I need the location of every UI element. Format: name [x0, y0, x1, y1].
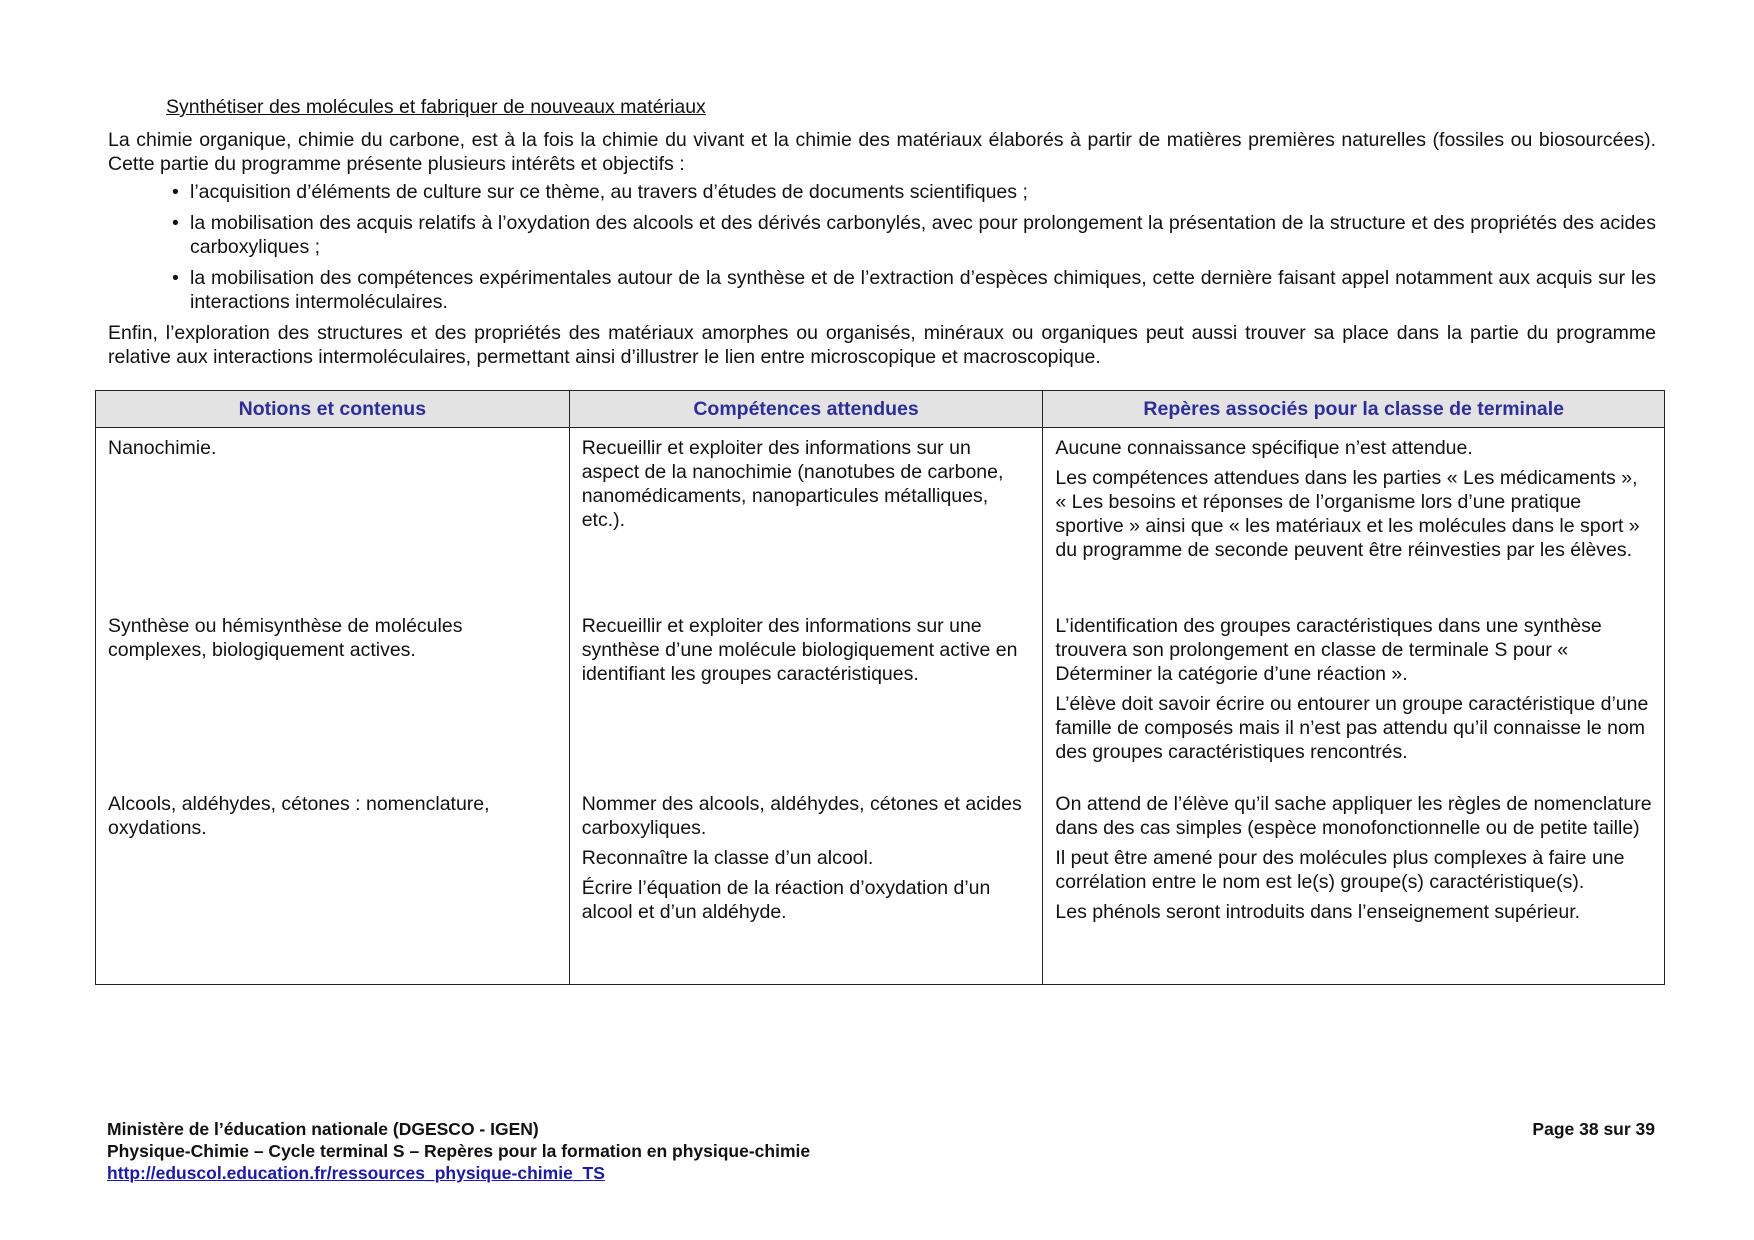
- cell-text: Recueillir et exploiter des informations sur un aspect de la nanochimie (nanotubes de carbone, nanomédicaments, nanoparticules métalliques, etc.).: [581, 437, 1004, 531]
- cell-text: On attend de l’élève qu’il sache appliquer les règles de nomenclature dans des cas simples (espèce monofonctionnelle ou de petite taille): [1055, 793, 1652, 839]
- competences-cell: [569, 786, 1043, 985]
- bullet-icon: •: [172, 181, 179, 203]
- program-table: [95, 390, 1665, 985]
- list-item-text: l’acquisition d’éléments de culture sur ce thème, au travers d’études de documents scientifiques ;: [190, 181, 1028, 203]
- list-item: [172, 211, 1656, 259]
- list-item: [172, 180, 1656, 204]
- cell-text: L’élève doit savoir écrire ou entourer un groupe caractéristique d’une famille de composés mais il n’est pas attendu qu’il connaisse le nom des groupes caractéristiques rencontrés.: [1055, 693, 1649, 763]
- cell-text: Alcools, aldéhydes, cétones : nomenclature, oxydations.: [108, 793, 490, 839]
- cell-text: Nommer des alcools, aldéhydes, cétones et acides carboxyliques.: [581, 793, 1022, 839]
- page-number: Page 38 sur 39: [1532, 1119, 1655, 1139]
- footer-link[interactable]: http://eduscol.education.fr/ressources_physique-chimie_TS: [107, 1163, 605, 1183]
- table-row: [96, 428, 1665, 609]
- document-body: [108, 95, 1656, 369]
- cell-text: Synthèse ou hémisynthèse de molécules complexes, biologiquement actives.: [108, 615, 463, 661]
- cell-text: Nanochimie.: [108, 437, 217, 459]
- section-title: Synthétiser des molécules et fabriquer de nouveaux matériaux: [166, 96, 706, 118]
- notions-cell: [96, 608, 570, 786]
- cell-text: Les phénols seront introduits dans l’enseignement supérieur.: [1055, 901, 1581, 923]
- notions-cell: [96, 786, 570, 985]
- reperes-cell: [1043, 786, 1665, 985]
- cell-text: Écrire l’équation de la réaction d’oxydation d’un alcool et d’un aldéhyde.: [581, 877, 991, 923]
- reperes-cell: [1043, 608, 1665, 786]
- column-header-competences: Compétences attendues: [569, 391, 1043, 428]
- bullet-icon: •: [172, 267, 179, 289]
- list-item-text: la mobilisation des acquis relatifs à l’oxydation des alcools et des dérivés carbonylés, avec pour prolongement la présentation de la structure et des propriétés des acides carboxyliques ;: [190, 212, 1656, 258]
- list-item: [172, 266, 1656, 314]
- table-row: [96, 608, 1665, 786]
- objectives-list: [172, 180, 1656, 314]
- intro-paragraph: La chimie organique, chimie du carbone, est à la fois la chimie du vivant et la chimie des matériaux élaborés à partir de matières premières naturelles (fossiles ou biosourcées). Cette partie du programme présente plusieurs intérêts et objectifs :: [108, 129, 1656, 175]
- page-footer: [107, 1118, 1655, 1184]
- footer-ministry: Ministère de l’éducation nationale (DGESCO - IGEN): [107, 1119, 539, 1139]
- closing-paragraph: Enfin, l’exploration des structures et des propriétés des matériaux amorphes ou organisés, minéraux ou organiques peut aussi trouver sa place dans la partie du programme relative aux interactions intermoléculaires, permettant ainsi d’illustrer le lien entre microscopique et macroscopique.: [108, 322, 1656, 368]
- competences-cell: [569, 428, 1043, 609]
- footer-document-title: Physique-Chimie – Cycle terminal S – Repères pour la formation en physique-chimie: [107, 1141, 811, 1161]
- cell-text: Aucune connaissance spécifique n’est attendue.: [1055, 437, 1473, 459]
- bullet-icon: •: [172, 212, 179, 234]
- cell-text: Recueillir et exploiter des informations sur une synthèse d’une molécule biologiquement active en identifiant les groupes caractéristiques.: [581, 615, 1018, 685]
- cell-text: Les compétences attendues dans les parties « Les médicaments », « Les besoins et réponses de l’organisme lors d’une pratique sportive » ainsi que « les matériaux et les molécules dans le sport » du programme de seconde peuvent être réinvesties par les élèves.: [1055, 467, 1640, 561]
- cell-text: Il peut être amené pour des molécules plus complexes à faire une corrélation entre le nom est le(s) groupe(s) caractéristique(s).: [1055, 847, 1625, 893]
- competences-cell: [569, 608, 1043, 786]
- table-header-row: [96, 391, 1665, 428]
- column-header-notions: Notions et contenus: [96, 391, 570, 428]
- table-row: [96, 786, 1665, 985]
- reperes-cell: [1043, 428, 1665, 609]
- notions-cell: [96, 428, 570, 609]
- cell-text: Reconnaître la classe d’un alcool.: [581, 847, 874, 869]
- cell-text: L’identification des groupes caractéristiques dans une synthèse trouvera son prolongement en classe de terminale S pour « Déterminer la catégorie d’une réaction ».: [1055, 615, 1602, 685]
- column-header-reperes: Repères associés pour la classe de terminale: [1043, 391, 1665, 428]
- list-item-text: la mobilisation des compétences expérimentales autour de la synthèse et de l’extraction d’espèces chimiques, cette dernière faisant appel notamment aux acquis sur les interactions intermoléculaires.: [190, 267, 1656, 313]
